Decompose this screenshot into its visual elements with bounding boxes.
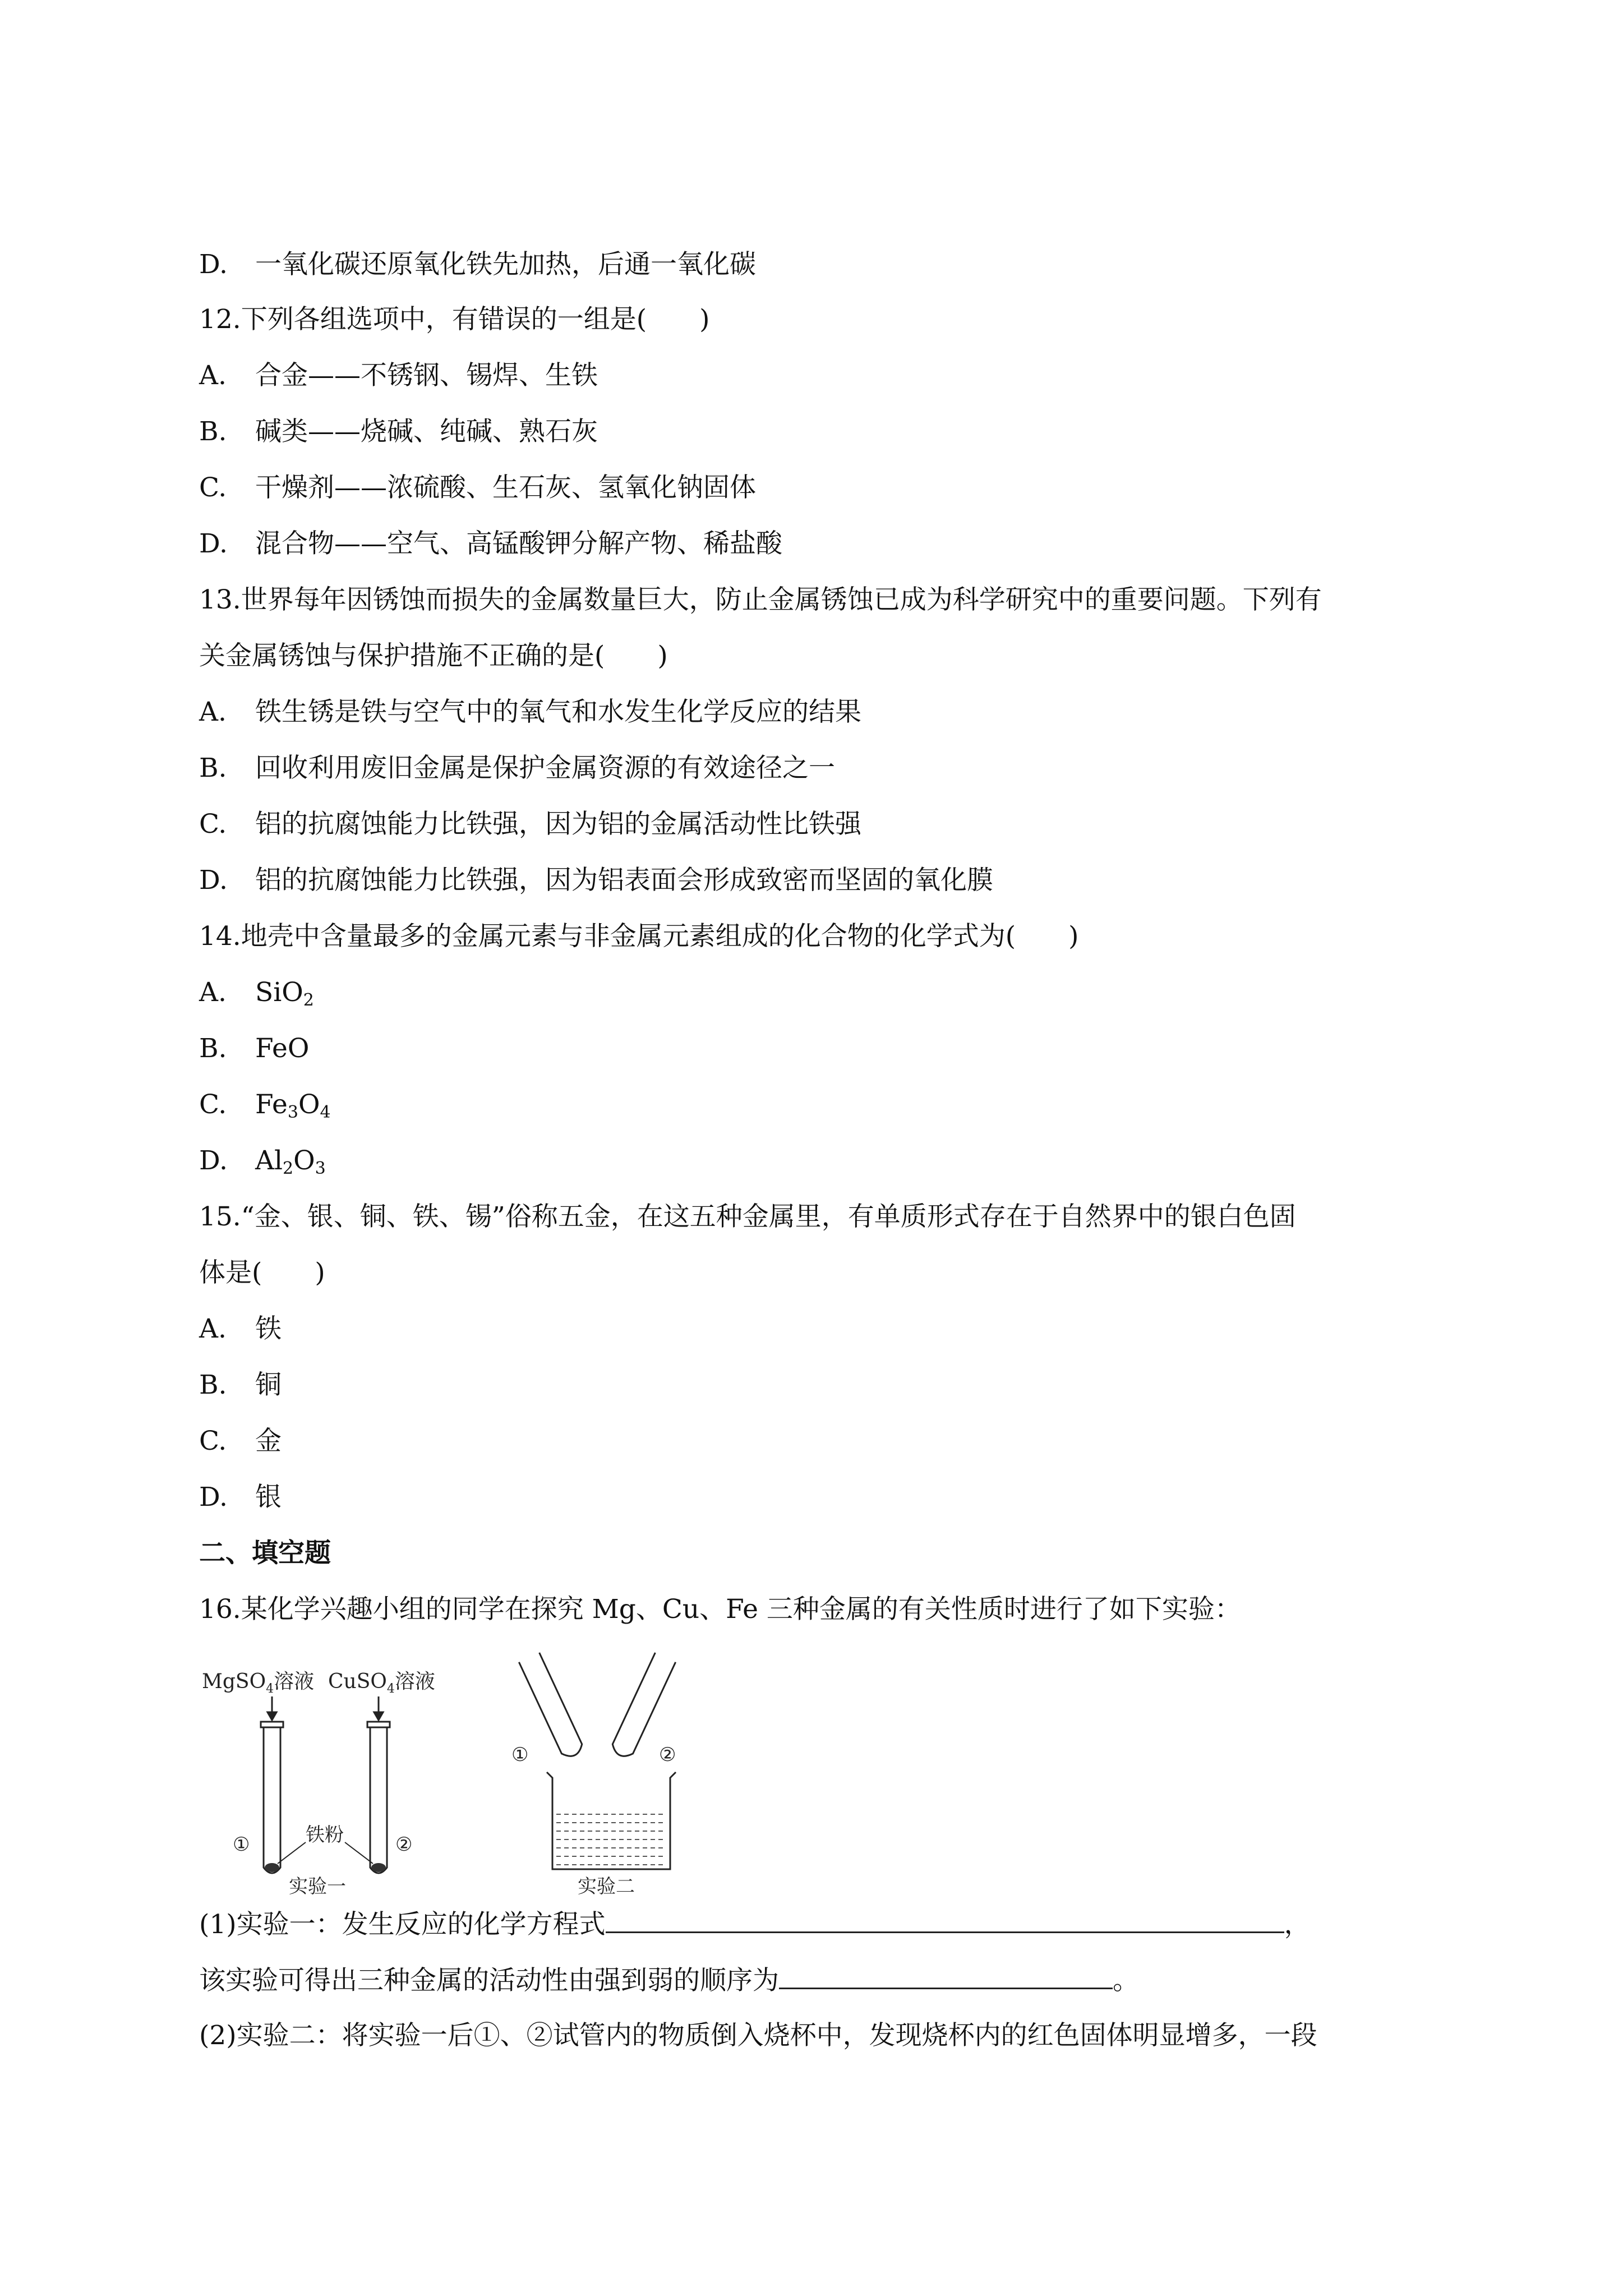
option-text: 干燥剂——浓硫酸、生石灰、氢氧化钠固体 <box>255 472 756 503</box>
iron-leader-line <box>278 1842 306 1864</box>
option-text: 铁 <box>255 1313 282 1344</box>
q12-stem: 12.下列各组选项中，有错误的一组是( ) <box>199 304 710 335</box>
option-text: 回收利用废旧金属是保护金属资源的有效途径之一 <box>255 753 835 783</box>
mgso4-label <box>202 1670 314 1696</box>
q11-option-d <box>199 248 756 282</box>
option-letter: B. <box>199 1370 227 1400</box>
option-letter: D. <box>199 528 228 559</box>
formula <box>255 1144 326 1178</box>
q16-part1-comma: ， <box>1284 1909 1311 1940</box>
formula-subscript: 2 <box>303 990 314 1010</box>
beaker <box>547 1772 676 1869</box>
q16-part1-line1 <box>199 1907 1311 1942</box>
q15-option-b <box>199 1368 282 1402</box>
equation-answer-blank[interactable] <box>606 1907 1284 1933</box>
q13-option-b <box>199 751 835 785</box>
cuso4-solution: 溶液 <box>394 1670 435 1693</box>
test-tube-2 <box>367 1722 390 1873</box>
option-letter: C. <box>199 472 227 503</box>
option-letter: A. <box>199 977 227 1008</box>
q14-option-c <box>199 1088 331 1122</box>
formula <box>255 1032 309 1066</box>
q14-option-d <box>199 1144 326 1178</box>
formula-subscript: 3 <box>287 1103 298 1122</box>
mgso4-solution: 溶液 <box>274 1670 315 1693</box>
q16-part1-prompt2: 该实验可得出三种金属的活动性由强到弱的顺序为 <box>199 1965 779 1996</box>
option-letter: B. <box>199 753 227 783</box>
option-text: 铝的抗腐蚀能力比铁强，因为铝的金属活动性比铁强 <box>255 809 861 840</box>
option-text: 混合物——空气、高锰酸钾分解产物、稀盐酸 <box>255 528 782 559</box>
option-text: 银 <box>255 1482 282 1513</box>
q14-stem: 14.地壳中含量最多的金属元素与非金属元素组成的化合物的化学式为( ) <box>199 921 1079 952</box>
q15-option-a <box>199 1312 282 1346</box>
option-letter: C. <box>199 1426 227 1456</box>
mgso4-formula: MgSO <box>202 1670 266 1693</box>
q14-option-a <box>199 976 314 1009</box>
option-letter: D. <box>199 1145 228 1176</box>
formula-subscript: 4 <box>320 1103 331 1122</box>
option-letter: D. <box>199 249 228 280</box>
option-text: 碱类——烧碱、纯碱、熟石灰 <box>255 416 598 447</box>
option-text: 金 <box>255 1426 282 1456</box>
experiment-figure <box>202 1646 931 1898</box>
q15-stem-line1: 15.“金、银、铜、铁、锡”俗称五金，在这五种金属里，有单质形式存在于自然界中的银白色固 <box>199 1201 1296 1232</box>
formula-subscript: 3 <box>315 1159 326 1178</box>
section-heading: 二、填空题 <box>199 1538 331 1569</box>
formula-part: FeO <box>255 1033 310 1064</box>
q12-option-d <box>199 527 782 561</box>
iron-leader-line <box>345 1842 373 1864</box>
q16-stem: 16.某化学兴趣小组的同学在探究 Mg、Cu、Fe 三种金属的有关性质时进行了如下实验： <box>199 1594 1241 1625</box>
option-letter: A. <box>199 697 227 727</box>
pour-tube-2-label: ② <box>659 1744 676 1766</box>
mgso4-subscript: 4 <box>266 1682 274 1696</box>
q16-part1-prompt: (1)实验一：发生反应的化学方程式 <box>199 1909 606 1940</box>
option-letter: C. <box>199 1089 227 1120</box>
pour-tube-1-label: ① <box>511 1744 529 1766</box>
q13-stem-line1: 13.世界每年因锈蚀而损失的金属数量巨大，防止金属锈蚀已成为科学研究中的重要问题。下列有 <box>199 584 1322 615</box>
formula-subscript: 2 <box>282 1159 294 1178</box>
option-text: 铁生锈是铁与空气中的氧气和水发生化学反应的结果 <box>255 697 861 727</box>
formula-part: Al <box>255 1145 283 1176</box>
option-letter: D. <box>199 1482 228 1513</box>
option-text: 合金——不锈钢、锡焊、生铁 <box>255 360 598 391</box>
option-letter: C. <box>199 809 227 840</box>
q13-option-a <box>199 695 861 729</box>
option-letter: A. <box>199 360 227 391</box>
cuso4-formula: CuSO <box>328 1670 387 1693</box>
arrow-down-icon <box>374 1696 383 1720</box>
q12-option-b <box>199 415 598 449</box>
experiment-1-label: 实验一 <box>289 1875 346 1898</box>
q16-part1-period: 。 <box>1113 1965 1139 1996</box>
iron-powder-label: 铁粉 <box>306 1824 344 1846</box>
cuso4-label <box>328 1670 435 1696</box>
option-letter: B. <box>199 1033 227 1064</box>
q13-option-d <box>199 864 993 897</box>
formula-part: Fe <box>255 1089 288 1120</box>
tube-1-label: ① <box>233 1833 250 1856</box>
q13-option-c <box>199 808 861 841</box>
q14-option-b <box>199 1032 309 1066</box>
formula-part: O <box>293 1145 315 1176</box>
q12-option-a <box>199 359 598 393</box>
activity-order-answer-blank[interactable] <box>779 1963 1113 1989</box>
option-text: 铜 <box>255 1370 282 1400</box>
q16-part1-line2 <box>199 1963 1139 1998</box>
option-text: 一氧化碳还原氧化铁先加热，后通一氧化碳 <box>255 249 756 280</box>
formula <box>255 1088 331 1122</box>
option-text: 铝的抗腐蚀能力比铁强，因为铝表面会形成致密而坚固的氧化膜 <box>255 865 993 896</box>
pouring-tube-1 <box>519 1653 585 1760</box>
q16-part2-line1: (2)实验二：将实验一后①、②试管内的物质倒入烧杯中，发现烧杯内的红色固体明显增多，一段 <box>199 2020 1317 2051</box>
q13-stem-line2: 关金属锈蚀与保护措施不正确的是( ) <box>199 640 668 671</box>
formula <box>255 976 314 1009</box>
q15-option-c <box>199 1424 282 1458</box>
cuso4-subscript: 4 <box>386 1682 395 1696</box>
option-letter: A. <box>199 1313 227 1344</box>
q15-stem-line2: 体是( ) <box>199 1257 325 1288</box>
option-letter: B. <box>199 416 227 447</box>
option-letter: D. <box>199 865 228 896</box>
test-tube-1 <box>261 1722 283 1873</box>
formula-part: O <box>298 1089 320 1120</box>
experiment-2-label: 实验二 <box>578 1875 635 1898</box>
tube-2-label: ② <box>395 1833 413 1856</box>
q12-option-c <box>199 471 756 505</box>
q15-option-d <box>199 1481 282 1514</box>
formula-part: SiO <box>255 977 303 1008</box>
arrow-down-icon <box>268 1696 276 1720</box>
